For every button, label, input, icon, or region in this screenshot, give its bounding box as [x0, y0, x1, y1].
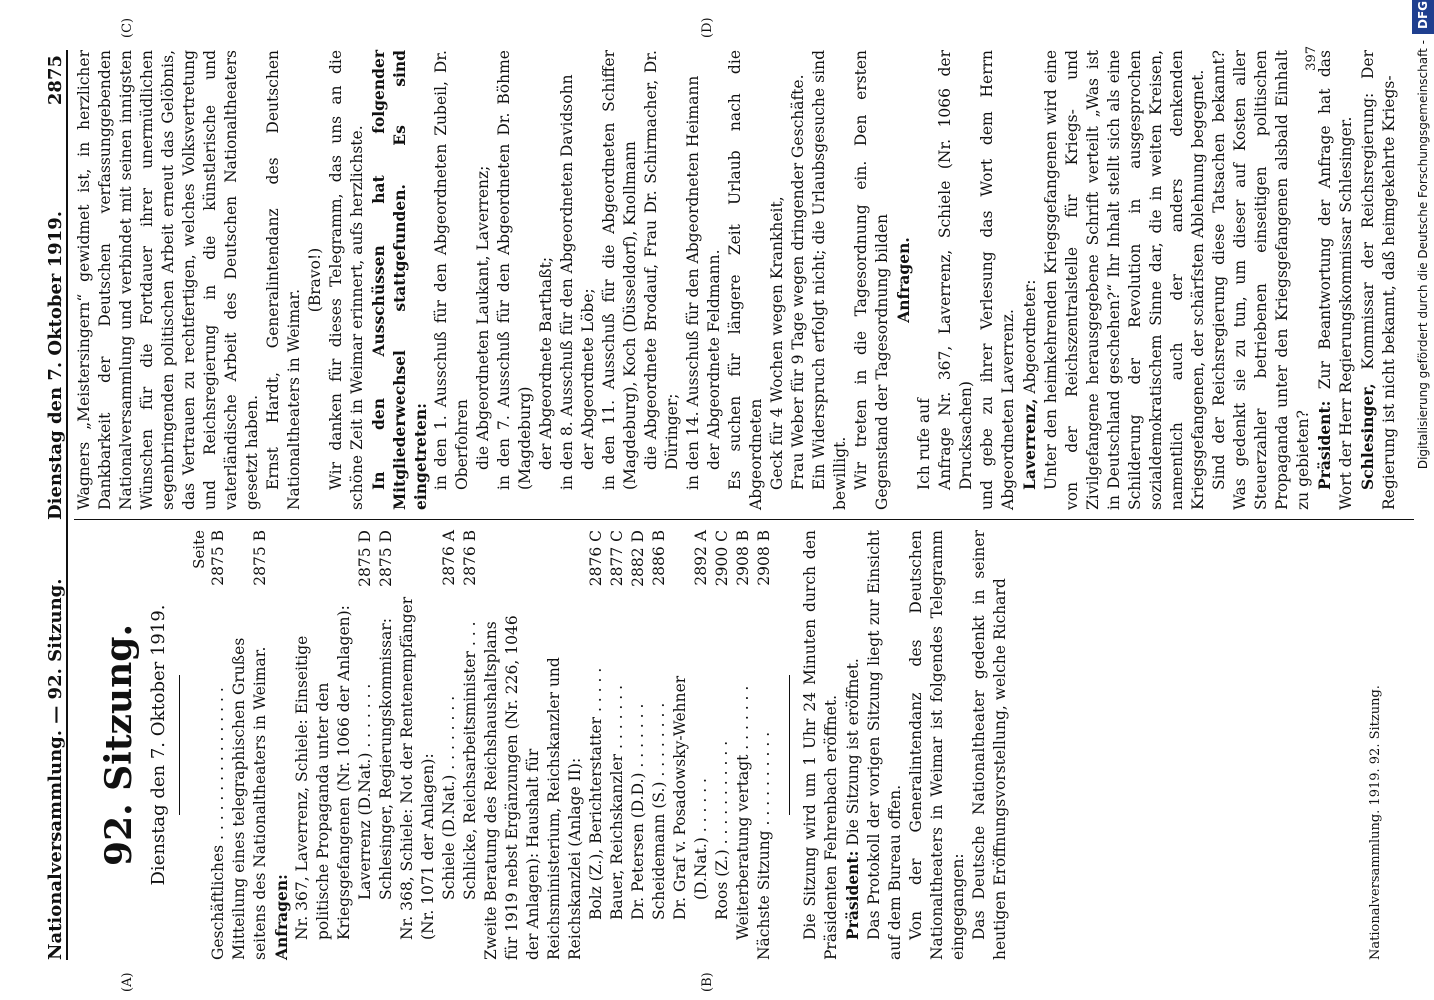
margin-mark-b: (B) [700, 972, 715, 992]
dfg-note [1412, 0, 1434, 996]
agenda-start: Wir treten in die Tagesordnung ein. Den ersten Gegenstand der Tagesordnung bilden [852, 50, 891, 510]
toc-row [670, 530, 691, 960]
header-left: Nationalversammlung. — 92. Sitzung. [45, 578, 66, 960]
seite-label: Seite [190, 530, 208, 569]
toc-entry-page: 2876 B [461, 530, 479, 586]
left-column [74, 530, 1394, 960]
toc-entry-text: Nr. 367, Laverrenz, Schiele: Einseitige politische Propaganda unter den Kriegsgefangenen (Nr. 1066 der Anlagen): [293, 605, 353, 940]
schlesinger-text: Kommissar der Reichsregierung: Der Regierung ist nicht bekannt, daß heimgekehrte Kriegs- [1359, 50, 1398, 510]
toc-entry-page: 2892 A [692, 530, 710, 586]
toc-entry-text: Scheidemann (S.) . . . . . . . . [650, 702, 668, 920]
committee-1: in den 1. Ausschuß für den Abgeordneten Zubeil, Dr. Oberfohren [432, 50, 471, 490]
toc-row [376, 530, 397, 960]
president-text: Die Sitzung ist eröffnet. [844, 658, 862, 846]
toc-entry-text: Nächste Sitzung . . . . . . . . . . [755, 731, 773, 960]
leave-granted: Ein Widerspruch erfolgt nicht; die Urlaubsgesuche sind bewilligt. [810, 50, 849, 510]
committee-8-member: der Abgeordnete Löbe; [579, 288, 597, 470]
protocol-paragraph: Das Protokoll der vorigen Sitzung liegt zur Einsicht auf dem Bureau offen. [865, 530, 904, 960]
president-label: Präsident: [843, 850, 862, 940]
toc-row [439, 530, 460, 960]
toc-rule [789, 675, 790, 815]
toc-entry-text: Bolz (Z.), Berichterstatter . . . . . [587, 667, 605, 920]
toc-row [628, 530, 649, 960]
committee-14-member: der Abgeordnete Feldmann. [705, 249, 723, 470]
telegram-intro: Von der Generalintendanz des Deutschen Nationaltheaters in Weimar ist folgendes Telegramm eingegangen: [907, 530, 967, 960]
toc-row [355, 530, 376, 960]
laverrenz-label: Laverrenz, [1020, 398, 1039, 490]
president-reply [1314, 50, 1357, 510]
column-divider [74, 519, 1414, 520]
committee-1-members: die Abgeordneten Laukant, Laverrenz; [474, 165, 492, 470]
dfg-logo: DFG [1412, 0, 1434, 34]
leave-geck: Geck für 4 Wochen wegen Krankheit, [768, 196, 786, 490]
bravo-interjection: (Bravo!) [306, 247, 324, 313]
toc-row [460, 530, 481, 960]
header-right: Dienstag den 7. Oktober 1919. [45, 210, 66, 520]
running-header [40, 55, 66, 960]
leave-request: Es suchen für längere Zeit Urlaub nach die Abgeordneten [726, 50, 765, 510]
telegram-continued: Wagners „Meistersingern“ gewidmet ist, in herzlicher Dankbarkeit der Deutschen verfassunggebenden Nationalversammlung und verbindet mit seinen innigsten Wünschen für die Fortdauer ihrer unermüdlichen segenbringenden politischen Arbeit erneut das Gelöbnis, das Vertrauen zu rechtfertigen, welches Volksvertretung und Reichsregierung in die künstlerische und vaterländische Arbeit des Deutschen Nationaltheaters gesetzt haben. [75, 50, 261, 510]
toc-row [649, 530, 670, 960]
toc-entry-text: Anfragen: [272, 874, 291, 960]
toc-row [607, 530, 628, 960]
toc-row [691, 530, 712, 960]
laverrenz-question: Sind der Reichsregierung diese Tatsachen bekannt? Was gedenkt sie zu tun, um dieser auf Kosten aller Steuerzahler betriebenen einseitigen politischen Propaganda unter den Kriegsgefangenen alsbald Einhalt zu gebieten? [1210, 50, 1312, 510]
toc-entry-text: Bauer, Reichskanzler . . . . . . . [608, 684, 626, 920]
toc-entry-page: 2876 C [587, 530, 605, 587]
margin-mark-a: (A) [120, 972, 135, 992]
toc-row [481, 530, 586, 960]
dfg-note-text: Digitalisierung gefördert durch die Deutsche Forschungsgemeinschaft - [1416, 40, 1430, 470]
president-reply-label: Präsident: [1315, 400, 1334, 490]
thanks-paragraph: Wir danken für dieses Telegramm, das uns an die schöne Zeit in Weimar erinnert, aufs herzlichste. [327, 50, 366, 510]
inquiry-367: Anfrage Nr. 367, Laverrenz, Schiele (Nr. 1066 der Drucksachen) [936, 50, 975, 490]
toc-row [754, 530, 775, 960]
toc-entry-text: Geschäftliches . . . . . . . . . . . . . . . . [209, 687, 227, 960]
toc-entry-page: 2875 B [251, 530, 269, 586]
toc-entry-text: Dr. Graf v. Posadowsky-Wehner [671, 675, 689, 920]
toc-entry-page: 2886 B [650, 530, 668, 586]
committee-7-member: der Abgeordnete Barthaßt; [537, 256, 555, 470]
committee-8: in den 8. Ausschuß für den Abgeordneten Davidsohn [558, 74, 576, 490]
toc-entry-text: Schlicke, Reichsarbeitsminister . . . [461, 621, 479, 900]
toc-entry-page: 2908 B [734, 530, 752, 586]
margin-mark-d: (D) [700, 17, 715, 38]
toc-entry-page: 2877 C [608, 530, 626, 587]
toc-entry-text: Dr. Petersen (D.D.) . . . . . . . [629, 703, 647, 920]
opening-paragraph: Die Sitzung wird um 1 Uhr 24 Minuten durch den Präsidenten Fehrenbach eröffnet. [801, 530, 840, 960]
toc-row [208, 530, 229, 960]
toc-entry-page: 2900 C [713, 530, 731, 587]
dfg-sidebar [1412, 0, 1434, 1000]
toc-entry-page: 2882 D [629, 530, 647, 587]
laverrenz-speaker [1019, 50, 1041, 510]
toc-entry-text: Weiterberatung vertagt . . . . . . . [734, 685, 752, 940]
laverrenz-text: Unter den heimkehrenden Kriegsgefangenen wird eine von der Reichszentralstelle für Kriegs- und Zivilgefangene herausgegebene Schrift verteilt „Was ist in Deutschland geschehen?“ Ihr Inhalt stellt sich als eine Schilderung der Revolution in ausgesprochen sozialdemokratischem Sinne dar, die in weiten Kreisen, namentlich auch der anders denkenden Kriegsgefangenen, der schärfsten Ablehnung begegnet. [1042, 50, 1207, 510]
toc-row [397, 530, 439, 960]
laverrenz-role: Abgeordneter: [1021, 279, 1039, 394]
schlesinger-reply [1357, 50, 1400, 510]
committee-7: in den 7. Ausschuß für den Abgeordneten Dr. Böhme (Magdeburg) [495, 50, 534, 490]
committee-11: in den 11. Ausschuß für die Abgeordneten Schiffer (Magdeburg), Koch (Düsseldorf), Knollmann [600, 50, 639, 490]
margin-mark-c: (C) [120, 17, 135, 38]
page-footer: Nationalversammlung. 1919. 92. Sitzung. [1368, 685, 1383, 960]
telegram-signature: Ernst Hardt, Generalintendanz des Deutschen Nationaltheaters in Weimar. [264, 50, 303, 510]
toc-row [229, 530, 271, 960]
header-rule [66, 50, 68, 960]
toc-entry-page: 2908 B [755, 530, 773, 586]
president-reply-text: Zur Beantwortung der Anfrage hat das Wort der Herr Regierungskommissar Schlesinger. [1316, 50, 1355, 510]
toc-entry-text: Roos (Z.) . . . . . . . . . . . [713, 740, 731, 920]
toc-entry-text: Laverrenz (D.Nat.) . . . . . . . [356, 683, 374, 900]
toc-entry-text: (D.Nat.) . . . . . . [692, 778, 710, 900]
leave-weber: Frau Weber für 9 Tage wegen dringender Geschäfte. [789, 74, 807, 490]
president-opening [842, 530, 864, 960]
telegram-start: Das Deutsche Nationaltheater gedenkt in seiner heutigen Eröffnungsvorstellung, welche Richard [970, 530, 1009, 960]
committee-change: In den Ausschüssen hat folgender Mitgliederwechsel stattgefunden. Es sind eingetreten: [369, 50, 430, 510]
toc-entry-page: 2875 D [377, 530, 395, 587]
toc-row [733, 530, 754, 960]
committee-11-members: die Abgeordnete Brodauf, Frau Dr. Schirmacher, Dr. Düringer; [642, 50, 681, 470]
toc-row [271, 530, 292, 960]
floor-to-laverrenz: und gebe zu ihrer Verlesung das Wort dem Herrn Abgeordneten Laverrenz. [978, 50, 1017, 510]
toc-entry-page: 2875 D [356, 530, 374, 587]
toc-entry-text: Zweite Beratung des Reichshaushaltsplans für 1919 nebst Ergänzungen (Nr. 226, 1046 der Anlagen): Haushalt für Reichsministerium, Reichskanzler und Reichskanzlei (Anlage II): [482, 615, 584, 960]
call-up: Ich rufe auf [915, 398, 933, 490]
toc-row [292, 530, 355, 960]
title-rule [179, 675, 180, 815]
toc-entry-page: 2876 A [440, 530, 458, 586]
table-of-contents [208, 530, 775, 960]
committee-14: in den 14. Ausschuß für den Abgeordneten Heimann [684, 75, 702, 490]
toc-row [712, 530, 733, 960]
schlesinger-label: Schlesinger, [1358, 383, 1377, 490]
page-number: 2875 [45, 55, 66, 106]
toc-entry-page: 2875 B [209, 530, 227, 586]
session-date: Dienstag den 7. Oktober 1919. [148, 604, 169, 886]
toc-row [586, 530, 607, 960]
toc-entry-text: Nr. 368, Schiele: Not der Rentenempfänger (Nr. 1071 der Anlagen): [398, 596, 437, 940]
toc-entry-text: Schiele (D.Nat.) . . . . . . . . [440, 695, 458, 900]
toc-entry-text: Mitteilung eines telegraphischen Grußes seitens des Nationaltheaters in Weimar. [230, 637, 269, 960]
signature-mark: 397 [1304, 46, 1319, 71]
right-column [74, 46, 1398, 510]
anfragen-heading: Anfragen. [894, 237, 913, 323]
session-title: 92. Sitzung. [98, 624, 140, 866]
toc-entry-text: Schlesinger, Regierungskommissar: [377, 618, 395, 900]
